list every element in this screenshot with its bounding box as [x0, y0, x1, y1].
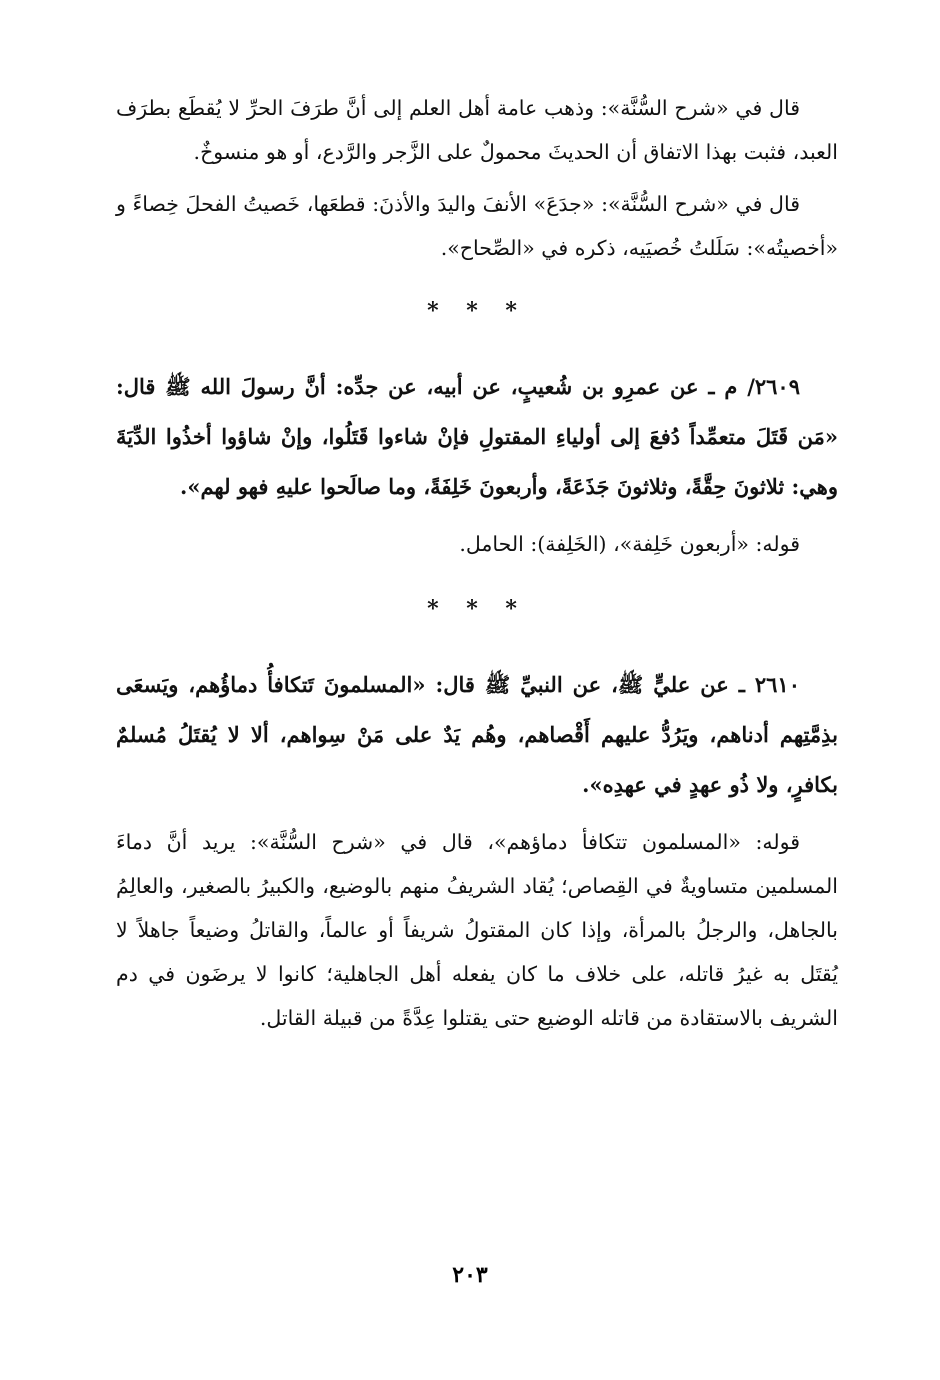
book-page: [116, 86, 838, 1336]
gloss-2610: قوله: «المسلمون تتكافأ دماؤهم»، قال في «شرح السُّنَّة»: يريد أنَّ دماءَ المسلمين متساويةٌ في القِصاص؛ يُقاد الشريفُ منهم بالوضيع، والكبيرُ بالصغير، والعالِمُ بالجاهل، والرجلُ بالمرأة، وإذا كان المقتولُ شريفاً أو عالماً، والقاتلُ وضيعاً جاهلاً لا يُقتَل به غيرُ قاتله، على خلاف ما كان يفعله أهل الجاهلية؛ كانوا لا يرضَون في دم الشريف بالاستقادة من قاتله الوضيع حتى يقتلوا عِدَّةً من قبيلة القاتل.: [116, 830, 838, 1030]
hadith-2610: ٢٦١٠ ـ عن عليٍّ ﷺ، عن النبيِّ ﷺ قال: «المسلمونَ تَتكافأُ دماؤُهم، ويَسعَى بذِمَّتِهم أدناهم، ويَرُدُّ عليهم أَقْصاهم، وهُم يَدٌ على مَنْ سِواهم، ألا لا يُقتَلُ مُسلمٌ بكافرٍ، ولا ذُو عهدٍ في عهدِه».: [116, 672, 838, 797]
section-separator: * * *: [427, 596, 527, 622]
paragraph-sharh-sunnah-1: قال في «شرح السُّنَّة»: وذهب عامة أهل العلم إلى أنَّ طرَفَ الحرِّ لا يُقطَع بطرَف العبد، فثبت بهذا الاتفاق أن الحديثَ محمولٌ على الزَّجر والرَّدع، أو هو منسوخٌ.: [116, 96, 838, 164]
gloss-2609: قوله: «أربعون خَلِفة»، (الخَلِفة): الحامل.: [459, 532, 800, 556]
hadith-2609: ٢٦٠٩/ م ـ عن عمرِو بن شُعيبٍ، عن أبيه، عن جدِّه: أنَّ رسولَ الله ﷺ قال: «مَن قَتَلَ متعمِّداً دُفعَ إلى أولياءِ المقتولِ فإنْ شاءوا قَتَلُوا، وإنْ شاؤوا أخذُوا الدِّيَةَ وهي: ثلاثونَ حِقَّةً، وثلاثونَ جَذَعَةً، وأربعونَ خَلِفَةً، وما صالَحوا عليهِ فهو لهم».: [116, 374, 838, 499]
page-number: ٢٠٣: [452, 1262, 488, 1287]
paragraph-sharh-sunnah-2: قال في «شرح السُّنَّة»: «جدَعَ» الأنفَ واليدَ والأذنَ: قطعَها، خَصيتُ الفحلَ خِصاءً و «أخصيتُه»: سَلَلتُ خُصيَيه، ذكره في «الصِّحاح».: [116, 192, 838, 260]
section-separator: * * *: [427, 298, 527, 324]
